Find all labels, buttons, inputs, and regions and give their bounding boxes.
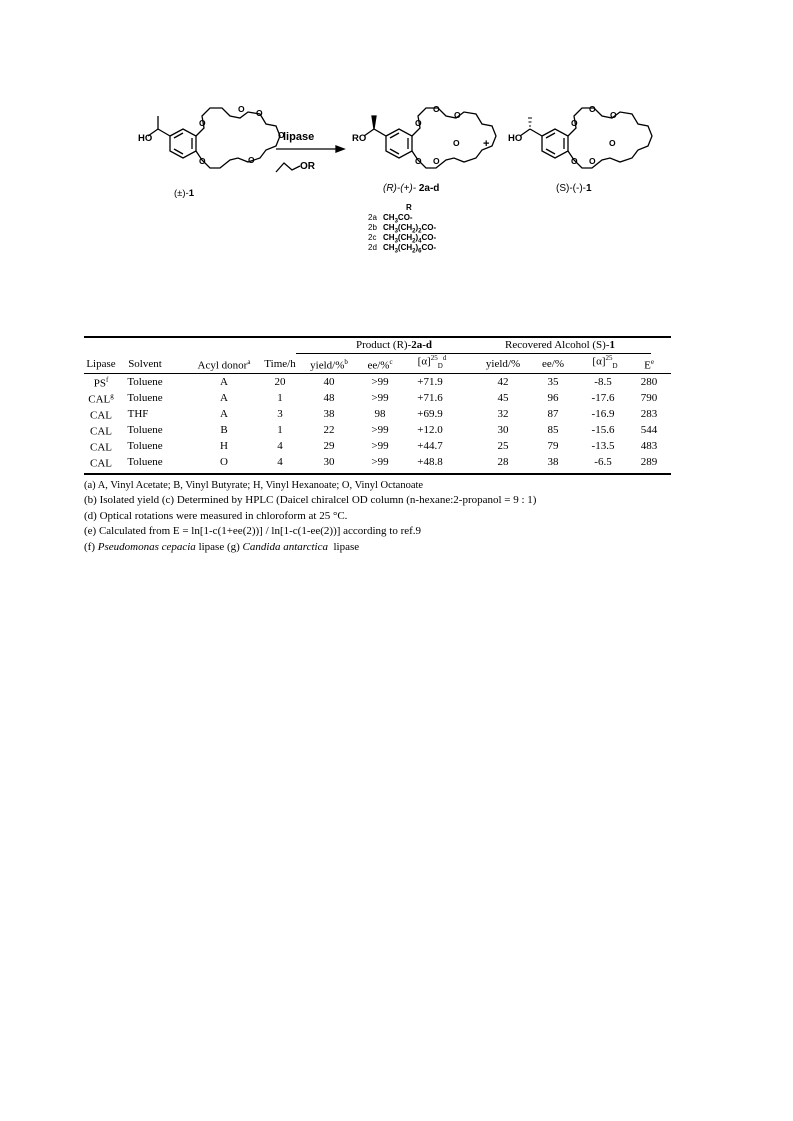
cell-recovered-rotation: -13.5	[591, 440, 615, 452]
cell-recovered-rotation: -8.5	[594, 376, 612, 388]
cell-rotation: +12.0	[417, 424, 443, 436]
ho-label-start: HO	[138, 133, 153, 144]
cell-solvent: Toluene	[127, 392, 163, 404]
col-header-recovered-yield: yield/%	[485, 358, 521, 370]
col-header-ee: ee/%$^c$	[367, 358, 393, 372]
cell-acyl: A	[220, 376, 228, 388]
footnote-f-g: (f) Pseudomonas cepacia lipase (g) Candida antarctica lipase	[84, 540, 360, 553]
cell-rotation: +48.8	[417, 456, 443, 468]
cell-time: 1	[277, 392, 283, 404]
cell-ee: >99	[371, 456, 389, 468]
compound-label-start: (±)-1	[174, 188, 195, 199]
cell-yield: 48	[323, 392, 335, 404]
cell-rotation: +69.9	[417, 408, 443, 420]
cell-ee: >99	[371, 376, 389, 388]
reagent-lipase: lipase	[283, 131, 315, 143]
cell-e: 483	[640, 440, 658, 452]
cell-lipase: CAL	[90, 441, 112, 454]
oxygen-label: O	[433, 104, 440, 114]
col-header-acyl-donor: Acyl donor$^a$	[197, 358, 251, 372]
col-header-yield: yield/%$^b$	[310, 358, 348, 372]
table-top-rule	[84, 336, 671, 338]
cell-time: 1	[277, 424, 283, 436]
r-group-header: R	[406, 203, 412, 212]
r-group-row: 2b $CH_3(CH_2)_2CO-$	[368, 223, 437, 235]
cell-lipase: CAL$^g$	[88, 392, 114, 406]
table-footnotes	[84, 478, 536, 555]
cell-e: 790	[640, 392, 658, 404]
compound-label-product: (R)-(+)- 2a-d	[383, 183, 440, 194]
cell-lipase: CAL	[90, 457, 112, 470]
compound-label-recovered: (S)-(-)-1	[556, 183, 592, 194]
cell-solvent: Toluene	[127, 376, 163, 388]
r-group-row: 2c $CH_3(CH_2)_4CO-$	[368, 233, 437, 245]
group-header-product: Product (R)-2a-d	[355, 339, 433, 351]
oxygen-label: O	[571, 118, 578, 128]
table-bottom-rule	[84, 473, 671, 475]
reagent-vinyl-ester: OR	[300, 161, 315, 172]
group-recovered-rule	[476, 353, 651, 354]
footnote-b-c: (b) Isolated yield (c) Determined by HPLC (Daicel chiralcel OD column (n-hexane:2-propanol = 9 : 1)	[84, 494, 537, 507]
footnote-d: (d) Optical rotations were measured in chloroform at 25 °C.	[84, 509, 348, 522]
col-header-time: Time/h	[264, 358, 296, 370]
cell-recovered-rotation: -15.6	[591, 424, 615, 436]
oxygen-label: O	[453, 138, 460, 148]
oxygen-label: O	[609, 138, 616, 148]
cell-recovered-ee: 38	[547, 456, 559, 468]
cell-solvent: Toluene	[127, 440, 163, 452]
cell-yield: 29	[323, 440, 335, 452]
col-header-solvent: Solvent	[128, 358, 162, 370]
col-header-recovered-rotation: $[\alpha]^{25}_D$	[592, 354, 618, 370]
cell-recovered-yield: 32	[497, 408, 509, 420]
cell-rotation: +71.9	[417, 376, 443, 388]
footnote-a: (a) A, Vinyl Acetate; B, Vinyl Butyrate; H, Vinyl Hexanoate; O, Vinyl Octanoate	[84, 480, 424, 491]
cell-time: 3	[277, 408, 283, 420]
col-header-e: $E^e$	[644, 358, 654, 372]
cell-solvent: Toluene	[127, 424, 163, 436]
cell-ee: >99	[371, 392, 389, 404]
cell-recovered-ee: 96	[547, 392, 559, 404]
oxygen-label: O	[199, 118, 206, 128]
cell-yield: 40	[323, 376, 335, 388]
cell-ee: >99	[371, 424, 389, 436]
cell-e: 289	[640, 456, 658, 468]
footnote-e: (e) Calculated from E = ln[1-c(1+ee(2))] / ln[1-c(1-ee(2))] according to ref.9	[84, 525, 422, 538]
cell-lipase: CAL	[90, 425, 112, 438]
cell-recovered-yield: 28	[497, 456, 509, 468]
group-header-recovered: Recovered Alcohol (S)-1	[505, 339, 615, 351]
cell-acyl: A	[220, 408, 228, 420]
oxygen-label: O	[256, 108, 263, 118]
oxygen-label: O	[415, 118, 422, 128]
oxygen-label: O	[238, 104, 245, 114]
oxygen-label: O	[571, 156, 578, 166]
oxygen-label: O	[199, 156, 206, 166]
col-header-lipase: Lipase	[86, 358, 116, 370]
cell-recovered-rotation: -17.6	[591, 392, 615, 404]
cell-recovered-yield: 25	[497, 440, 509, 452]
product-structure	[364, 108, 496, 168]
cell-time: 4	[277, 456, 283, 468]
cell-recovered-rotation: -16.9	[591, 408, 615, 420]
cell-rotation: +44.7	[417, 440, 443, 452]
oxygen-label: O	[610, 110, 617, 120]
oxygen-label: O	[415, 156, 422, 166]
r-group-row: 2d $CH_3(CH_2)_6CO-$	[368, 243, 437, 255]
oxygen-label: O	[589, 104, 596, 114]
oxygen-label: O	[454, 110, 461, 120]
recovered-structure	[520, 108, 652, 168]
r-group-row: 2a $CH_3CO-$	[368, 213, 413, 225]
cell-e: 280	[640, 376, 658, 388]
oxygen-label: O	[433, 156, 440, 166]
cell-recovered-yield: 45	[497, 392, 509, 404]
cell-ee: >99	[371, 440, 389, 452]
cell-time: 4	[277, 440, 283, 452]
cell-lipase: CAL	[90, 409, 112, 422]
plus-sign: +	[483, 138, 490, 150]
cell-acyl: A	[220, 392, 228, 404]
oxygen-label: O	[248, 155, 255, 165]
table-header-rule	[84, 373, 671, 374]
cell-recovered-yield: 30	[497, 424, 509, 436]
results-table	[84, 336, 671, 476]
cell-acyl: B	[220, 424, 228, 436]
group-product-rule	[296, 353, 496, 354]
cell-e: 283	[640, 408, 658, 420]
cell-lipase: $PS^f$	[93, 376, 109, 390]
cell-e: 544	[640, 424, 658, 436]
ho-label-recovered: HO	[508, 133, 523, 144]
oxygen-label: O	[278, 130, 285, 140]
cell-acyl: O	[220, 456, 228, 468]
cell-yield: 30	[323, 456, 335, 468]
cell-acyl: H	[220, 440, 228, 452]
cell-ee: 98	[374, 408, 386, 420]
oxygen-label: O	[589, 156, 596, 166]
cell-recovered-ee: 79	[547, 440, 559, 452]
cell-time: 20	[274, 376, 286, 388]
cell-solvent: Toluene	[127, 456, 163, 468]
cell-recovered-rotation: -6.5	[594, 456, 612, 468]
cell-recovered-ee: 35	[547, 376, 559, 388]
cell-solvent: THF	[127, 408, 149, 420]
cell-recovered-yield: 42	[497, 376, 509, 388]
col-header-rotation: $[\alpha]^{25}_D^d$	[417, 354, 447, 370]
col-header-recovered-ee: ee/%	[542, 358, 564, 370]
cell-recovered-ee: 87	[547, 408, 559, 420]
cell-rotation: +71.6	[417, 392, 443, 404]
cell-yield: 38	[323, 408, 335, 420]
cell-yield: 22	[323, 424, 335, 436]
ro-label-product: RO	[352, 133, 367, 144]
cell-recovered-ee: 85	[547, 424, 559, 436]
